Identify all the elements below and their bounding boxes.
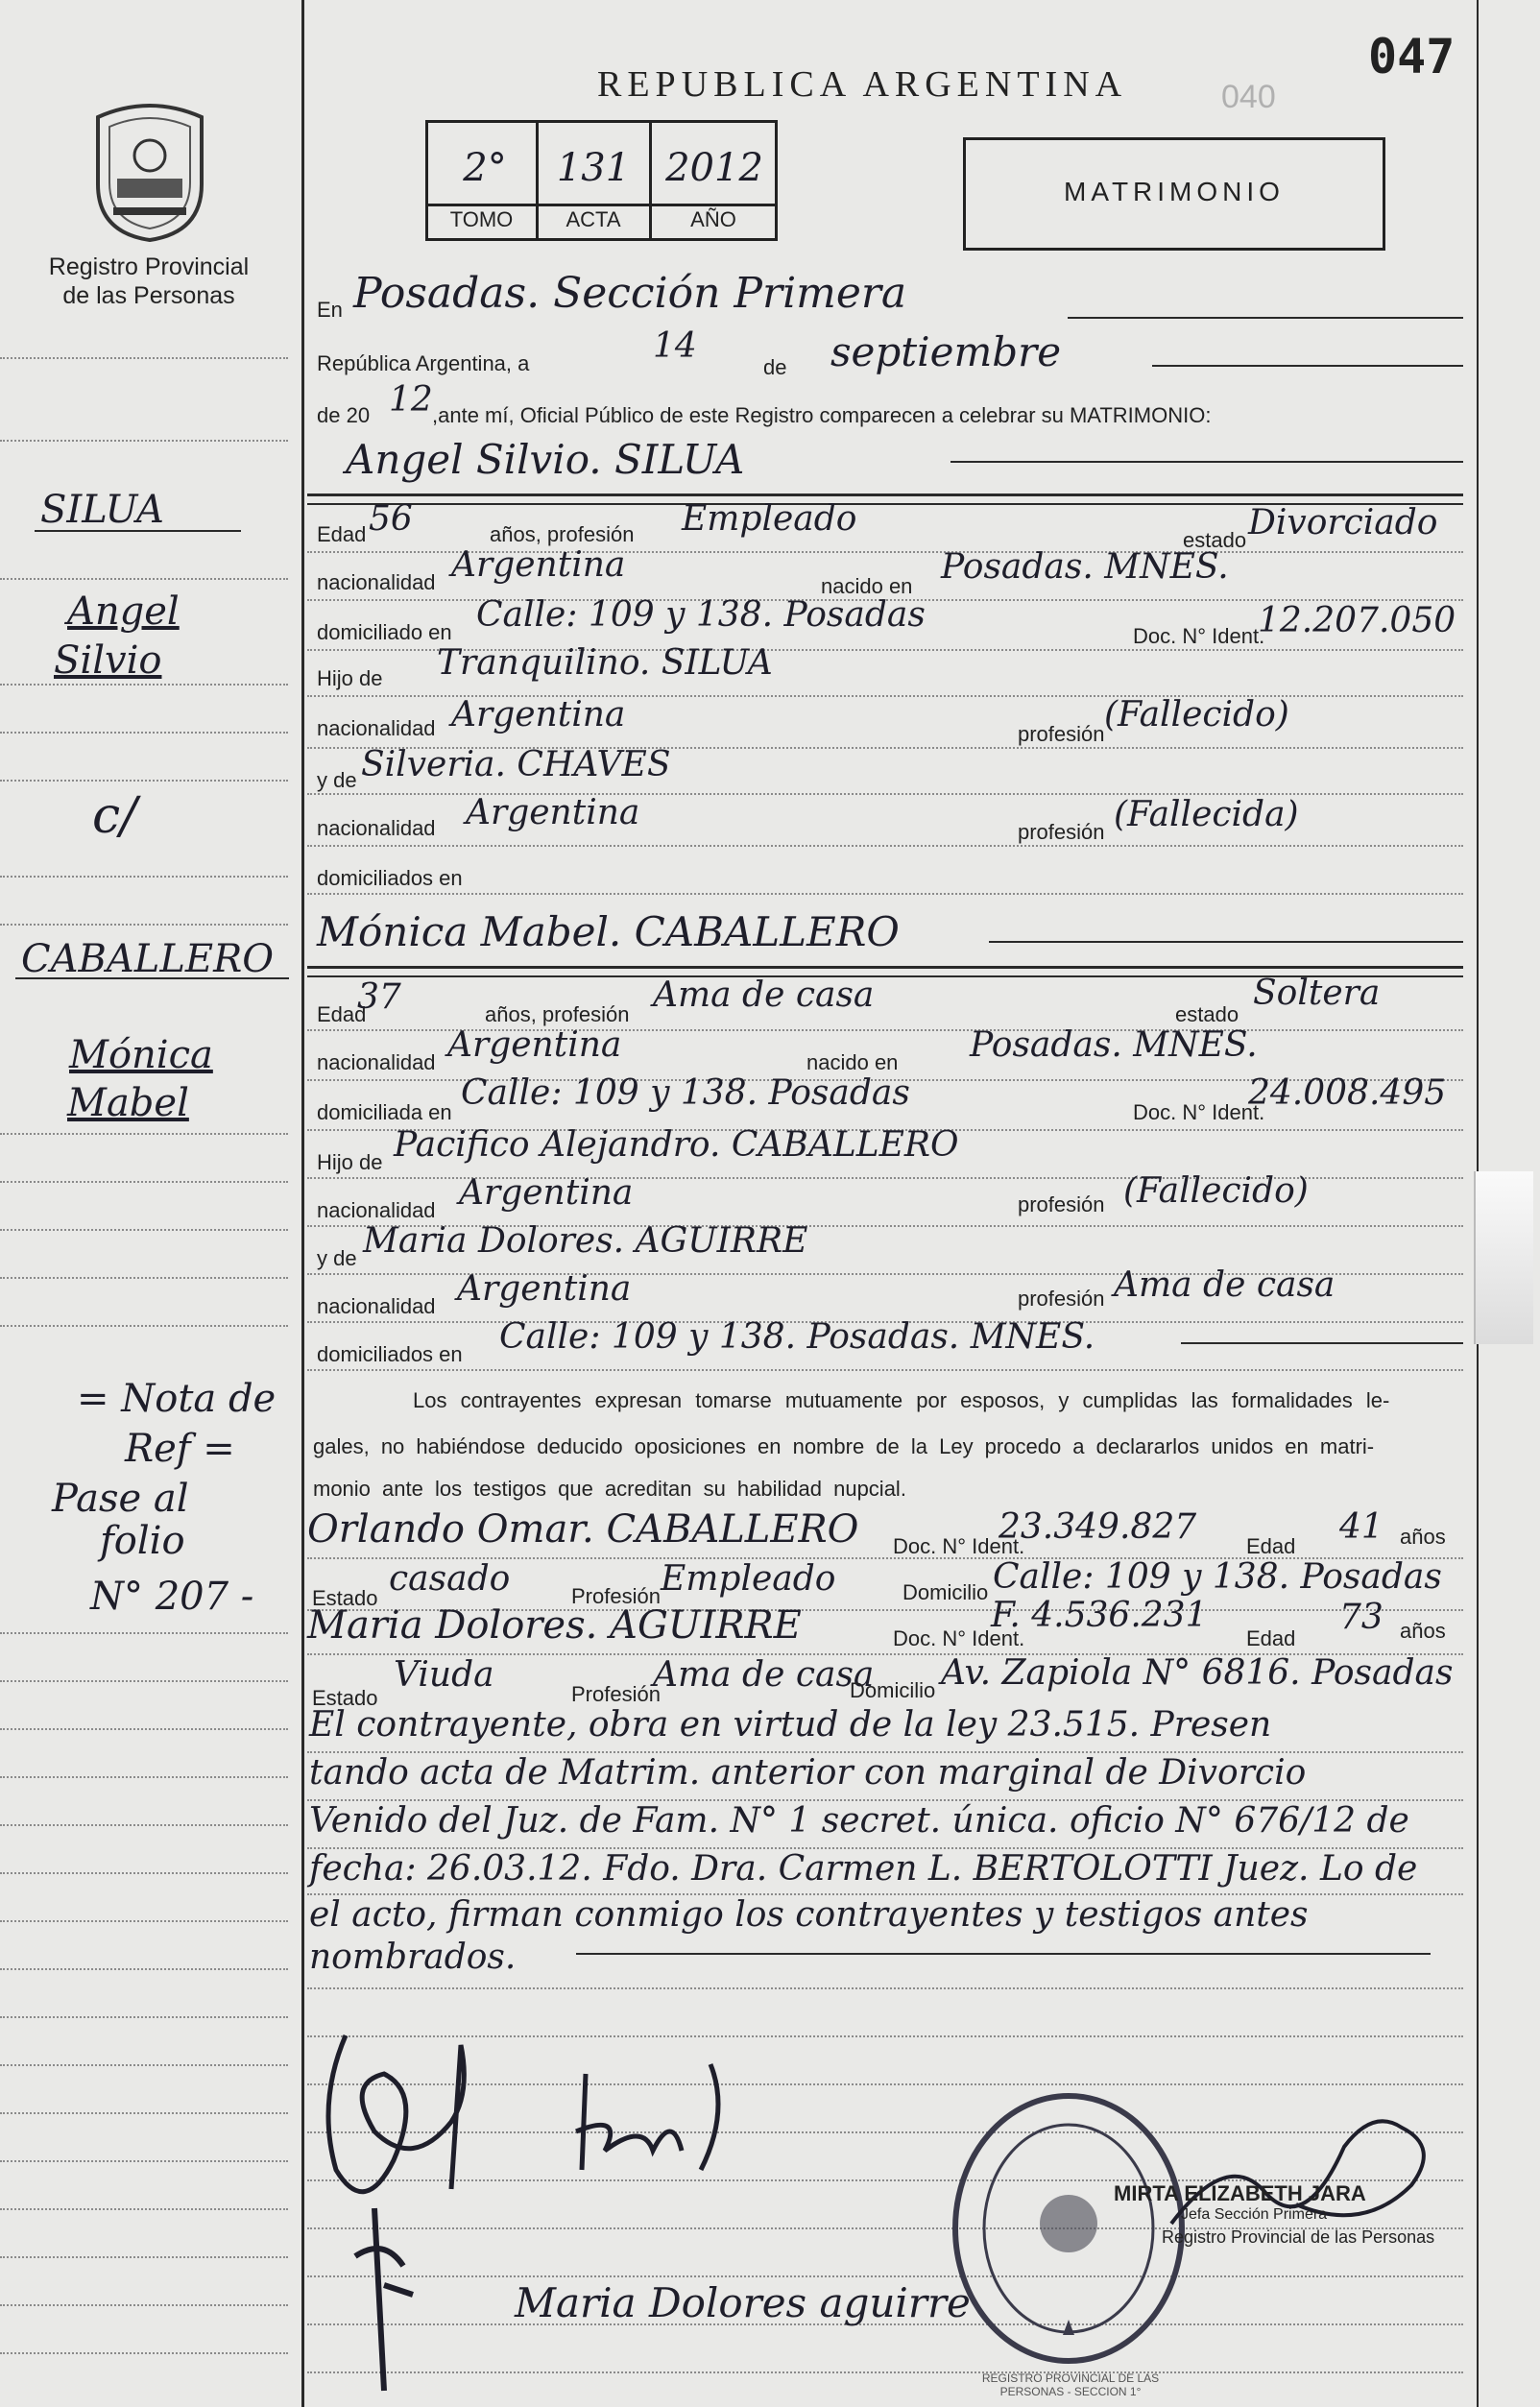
bride-edad-label: Edad — [317, 1002, 367, 1026]
margin-given-1b: Silvio — [54, 638, 162, 683]
groom-doc-label: Doc. N° Ident. — [1133, 624, 1265, 648]
witness-1-anios-label: años — [1400, 1525, 1446, 1549]
margin-rule — [0, 578, 288, 580]
note-line-4: fecha: 26.03.12. Fdo. Dra. Carmen L. BERTOLOTTI Juez. Lo de — [309, 1849, 1418, 1889]
form-rule — [307, 1751, 1463, 1753]
signature-witness-1 — [346, 2199, 432, 2400]
witness-2-estado-label: Estado — [312, 1686, 378, 1710]
bride-name-double-rule — [307, 966, 1463, 969]
form-rule — [307, 1369, 1463, 1371]
bride-madre-nac-label: nacionalidad — [317, 1294, 436, 1318]
round-seal-text: REGISTRO PROVINCIAL DE LAS PERSONAS - SECCION 1° — [981, 2371, 1160, 2398]
signature-witness-2: Maria Dolores aguirre — [515, 2279, 971, 2326]
note-line-3: Venido del Juz. de Fam. N° 1 secret. única. oficio N° 676/12 de — [309, 1801, 1409, 1841]
witness-1-doc-label: Doc. N° Ident. — [893, 1534, 1025, 1558]
witness-2-name: Maria Dolores. AGUIRRE — [307, 1603, 802, 1648]
margin-note-line1: = Nota de — [77, 1377, 277, 1421]
declaration-line-1: Los contrayentes expresan tomarse mutuamente por esposos, y cumplidas las formalidades le- — [413, 1388, 1390, 1412]
intro-line — [1152, 365, 1463, 367]
witness-2-doc-label: Doc. N° Ident. — [893, 1626, 1025, 1650]
groom-name-line — [950, 461, 1463, 463]
groom-hijo-label: Hijo de — [317, 666, 383, 690]
record-box-divider-h — [425, 204, 778, 206]
registry-name-line1: Registro Provincial — [48, 253, 250, 280]
groom-edad: 56 — [369, 499, 413, 539]
note-line-2: tando acta de Matrim. anterior con marginal de Divorcio — [309, 1753, 1307, 1793]
margin-rule — [0, 2016, 288, 2018]
bride-nacido-en: Posadas. MNES. — [970, 1025, 1258, 1065]
signature-groom — [307, 2007, 509, 2227]
witness-2-edad: 73 — [1339, 1598, 1384, 1637]
witness-2-edad-label: Edad — [1246, 1626, 1296, 1650]
margin-rule — [0, 2208, 288, 2210]
bride-padre-prof-label: profesión — [1018, 1192, 1105, 1216]
official-title: Jefa Sección Primera — [1181, 2206, 1328, 2223]
groom-madre-nac-label: nacionalidad — [317, 816, 436, 840]
note-line-1: El contrayente, obra en virtud de la ley 23.515. Presen — [309, 1705, 1272, 1745]
groom-domiciliados-label: domiciliados en — [317, 866, 463, 890]
groom-domiciliado-label: domiciliado en — [317, 620, 452, 644]
tomo-label: TOMO — [449, 207, 514, 231]
groom-yde-label: y de — [317, 768, 357, 792]
margin-rule — [0, 1872, 288, 1874]
bride-full-name: Mónica Mabel. CABALLERO — [317, 908, 900, 955]
margin-rule — [0, 1920, 288, 1922]
groom-madre-prof-label: profesión — [1018, 820, 1105, 844]
margin-underline-2 — [15, 977, 289, 979]
margin-rule — [0, 732, 288, 734]
margin-given-2a: Mónica — [69, 1033, 213, 1077]
bride-domiciliados-line — [1181, 1342, 1463, 1344]
bride-padre-nacionalidad: Argentina — [459, 1173, 634, 1213]
registry-name-line2: de las Personas — [62, 282, 235, 309]
witness-2-estado: Viuda — [394, 1655, 494, 1695]
margin-rule — [0, 1728, 288, 1730]
groom-padre-prof-label: profesión — [1018, 722, 1105, 746]
form-rule — [307, 2371, 1463, 2373]
margin-underline-1 — [35, 530, 241, 532]
witness-1-estado-label: Estado — [312, 1586, 378, 1610]
intro-line — [1068, 317, 1463, 319]
groom-anios-profesion-label: años, profesión — [490, 522, 635, 546]
margin-rule — [0, 1680, 288, 1682]
groom-padre-nacionalidad: Argentina — [451, 695, 626, 734]
record-acta: 131 — [556, 146, 631, 190]
bride-nacionalidad-label: nacionalidad — [317, 1050, 436, 1074]
margin-surname-1: SILUA — [40, 488, 164, 532]
declaration-line-2: gales, no habiéndose deducido oposiciones en nombre de la Ley procedo a declararlos unidos en matri- — [313, 1434, 1375, 1458]
registry-seal-logo — [88, 98, 211, 242]
bride-doc: 24.008.495 — [1248, 1073, 1447, 1113]
groom-padre-nac-label: nacionalidad — [317, 716, 436, 740]
margin-surname-2: CABALLERO — [21, 937, 275, 981]
witness-1-domicilio-label: Domicilio — [902, 1580, 989, 1604]
intro-day: 14 — [653, 326, 697, 366]
margin-rule — [0, 780, 288, 782]
de-label: de — [763, 355, 787, 379]
record-anio: 2012 — [665, 146, 763, 190]
groom-nacionalidad-label: nacionalidad — [317, 570, 436, 594]
margin-rule — [0, 924, 288, 926]
witness-2-profesion: Ama de casa — [653, 1655, 875, 1695]
bride-edad: 37 — [357, 977, 401, 1017]
year-prefix: de 20 — [317, 403, 371, 427]
form-rule — [307, 1847, 1463, 1849]
groom-estado-label: estado — [1183, 528, 1247, 552]
bride-padre-profesion: (Fallecido) — [1123, 1171, 1309, 1211]
bride-madre-profesion: Ama de casa — [1114, 1265, 1335, 1305]
bride-anios-profesion-label: años, profesión — [485, 1002, 630, 1026]
bride-doc-label: Doc. N° Ident. — [1133, 1100, 1265, 1124]
republica-label: República Argentina, a — [317, 351, 530, 375]
bride-madre-nacionalidad: Argentina — [457, 1269, 632, 1309]
groom-edad-label: Edad — [317, 522, 367, 546]
margin-connector: c/ — [92, 787, 137, 845]
witness-1-edad-label: Edad — [1246, 1534, 1296, 1558]
margin-rule — [0, 1229, 288, 1231]
intro-ante-text: ,ante mí, Oficial Público de este Registro comparecen a celebrar su MATRIMONIO: — [432, 403, 1212, 427]
margin-rule — [0, 1133, 288, 1135]
groom-madre: Silveria. CHAVES — [361, 745, 671, 784]
page-number: 047 — [1368, 29, 1456, 84]
groom-padre: Tranquilino. SILUA — [437, 643, 773, 683]
form-rule — [307, 1893, 1463, 1895]
edge-sticker — [1474, 1171, 1533, 1344]
record-tomo: 2° — [463, 146, 507, 190]
bride-nacionalidad: Argentina — [447, 1025, 622, 1065]
witness-2-domicilio: Av. Zapiola N° 6816. Posadas — [941, 1653, 1454, 1693]
margin-note-line3: Pase al — [52, 1477, 189, 1521]
acta-label: ACTA — [565, 207, 621, 231]
bride-madre-prof-label: profesión — [1018, 1287, 1105, 1311]
form-rule — [307, 2275, 1463, 2277]
groom-madre-nacionalidad: Argentina — [466, 793, 640, 832]
witness-1-domicilio: Calle: 109 y 138. Posadas — [993, 1557, 1442, 1597]
margin-rule — [0, 1181, 288, 1183]
groom-name-double-rule — [307, 493, 1463, 496]
margin-divider — [301, 0, 304, 2407]
witness-1-edad: 41 — [1339, 1507, 1384, 1547]
bride-nacido-label: nacido en — [806, 1050, 899, 1074]
form-rule — [307, 1799, 1463, 1801]
bride-estado-label: estado — [1175, 1002, 1239, 1026]
margin-rule — [0, 2304, 288, 2306]
intro-place: Posadas. Sección Primera — [353, 269, 907, 318]
faint-stamp-number: 040 — [1221, 79, 1276, 115]
official-org: Registro Provincial de las Personas — [1162, 2227, 1435, 2247]
bride-domiciliados-label: domiciliados en — [317, 1342, 463, 1366]
margin-note-line4: folio — [100, 1519, 185, 1563]
witness-1-name: Orlando Omar. CABALLERO — [307, 1507, 859, 1552]
margin-rule — [0, 1325, 288, 1327]
bride-domiciliados: Calle: 109 y 138. Posadas. MNES. — [499, 1317, 1095, 1357]
margin-given-2b: Mabel — [67, 1081, 189, 1125]
margin-rule — [0, 876, 288, 878]
groom-full-name: Angel Silvio. SILUA — [346, 436, 745, 483]
margin-rule — [0, 1968, 288, 1970]
en-label: En — [317, 298, 343, 322]
form-rule — [307, 1987, 1463, 1989]
witness-2-profesion-label: Profesión — [571, 1682, 661, 1706]
margin-rule — [0, 1824, 288, 1826]
note-line-6: nombrados. — [309, 1938, 517, 1977]
groom-profesion: Empleado — [682, 499, 857, 539]
signature-bride — [566, 2055, 739, 2189]
bride-yde-label: y de — [317, 1246, 357, 1270]
margin-rule — [0, 2160, 288, 2162]
groom-estado: Divorciado — [1248, 503, 1438, 542]
bride-padre-nac-label: nacionalidad — [317, 1198, 436, 1222]
declaration-line-3: monio ante los testigos que acreditan su habilidad nupcial. — [313, 1477, 906, 1501]
margin-rule — [0, 2256, 288, 2258]
witness-1-profesion: Empleado — [661, 1559, 836, 1599]
groom-doc: 12.207.050 — [1258, 601, 1456, 640]
margin-note-line2: Ref = — [125, 1427, 235, 1471]
form-rule — [307, 893, 1463, 895]
groom-madre-profesion: (Fallecida) — [1114, 795, 1299, 834]
form-rule — [307, 845, 1463, 847]
margin-rule — [0, 1277, 288, 1279]
groom-nacido-en: Posadas. MNES. — [941, 547, 1229, 587]
margin-rule — [0, 1776, 288, 1778]
bride-domicilio: Calle: 109 y 138. Posadas — [461, 1073, 910, 1113]
anio-label: AÑO — [690, 207, 736, 231]
witness-1-profesion-label: Profesión — [571, 1584, 661, 1608]
bride-estado: Soltera — [1253, 974, 1381, 1013]
witness-2-doc: F. 4.536.231 — [991, 1596, 1208, 1635]
margin-rule — [0, 684, 288, 686]
margin-rule — [0, 2064, 288, 2066]
witness-2-domicilio-label: Domicilio — [850, 1678, 936, 1702]
margin-rule — [0, 357, 288, 359]
bride-name-line — [989, 941, 1463, 943]
act-type-label: MATRIMONIO — [1064, 177, 1285, 206]
intro-month: septiembre — [830, 328, 1062, 375]
witness-1-estado: casado — [389, 1559, 511, 1599]
country-heading: REPUBLICA ARGENTINA — [597, 64, 1128, 105]
margin-given-1a: Angel — [67, 590, 180, 634]
groom-nacido-label: nacido en — [821, 574, 913, 598]
margin-note-line5: N° 207 - — [90, 1575, 254, 1619]
note-line-5: el acto, firman conmigo los contrayentes y testigos antes — [309, 1895, 1309, 1935]
margin-rule — [0, 2112, 288, 2114]
witness-1-doc: 23.349.827 — [999, 1507, 1197, 1547]
intro-year: 12 — [389, 380, 433, 420]
margin-rule — [0, 440, 288, 442]
witness-2-anios-label: años — [1400, 1619, 1446, 1643]
groom-domicilio: Calle: 109 y 138. Posadas — [476, 595, 926, 635]
bride-padre: Pacifico Alejandro. CABALLERO — [394, 1125, 959, 1165]
bride-domiciliado-label: domiciliada en — [317, 1100, 452, 1124]
margin-rule — [0, 2352, 288, 2354]
margin-rule — [0, 1632, 288, 1634]
bride-profesion: Ama de casa — [653, 975, 875, 1015]
note-end-line — [576, 1953, 1431, 1955]
bride-hijo-label: Hijo de — [317, 1150, 383, 1174]
groom-nacionalidad: Argentina — [451, 545, 626, 585]
bride-madre: Maria Dolores. AGUIRRE — [363, 1221, 808, 1261]
official-name: MIRTA ELIZABETH JARA — [1114, 2181, 1366, 2205]
groom-padre-profesion: (Fallecido) — [1104, 695, 1289, 734]
